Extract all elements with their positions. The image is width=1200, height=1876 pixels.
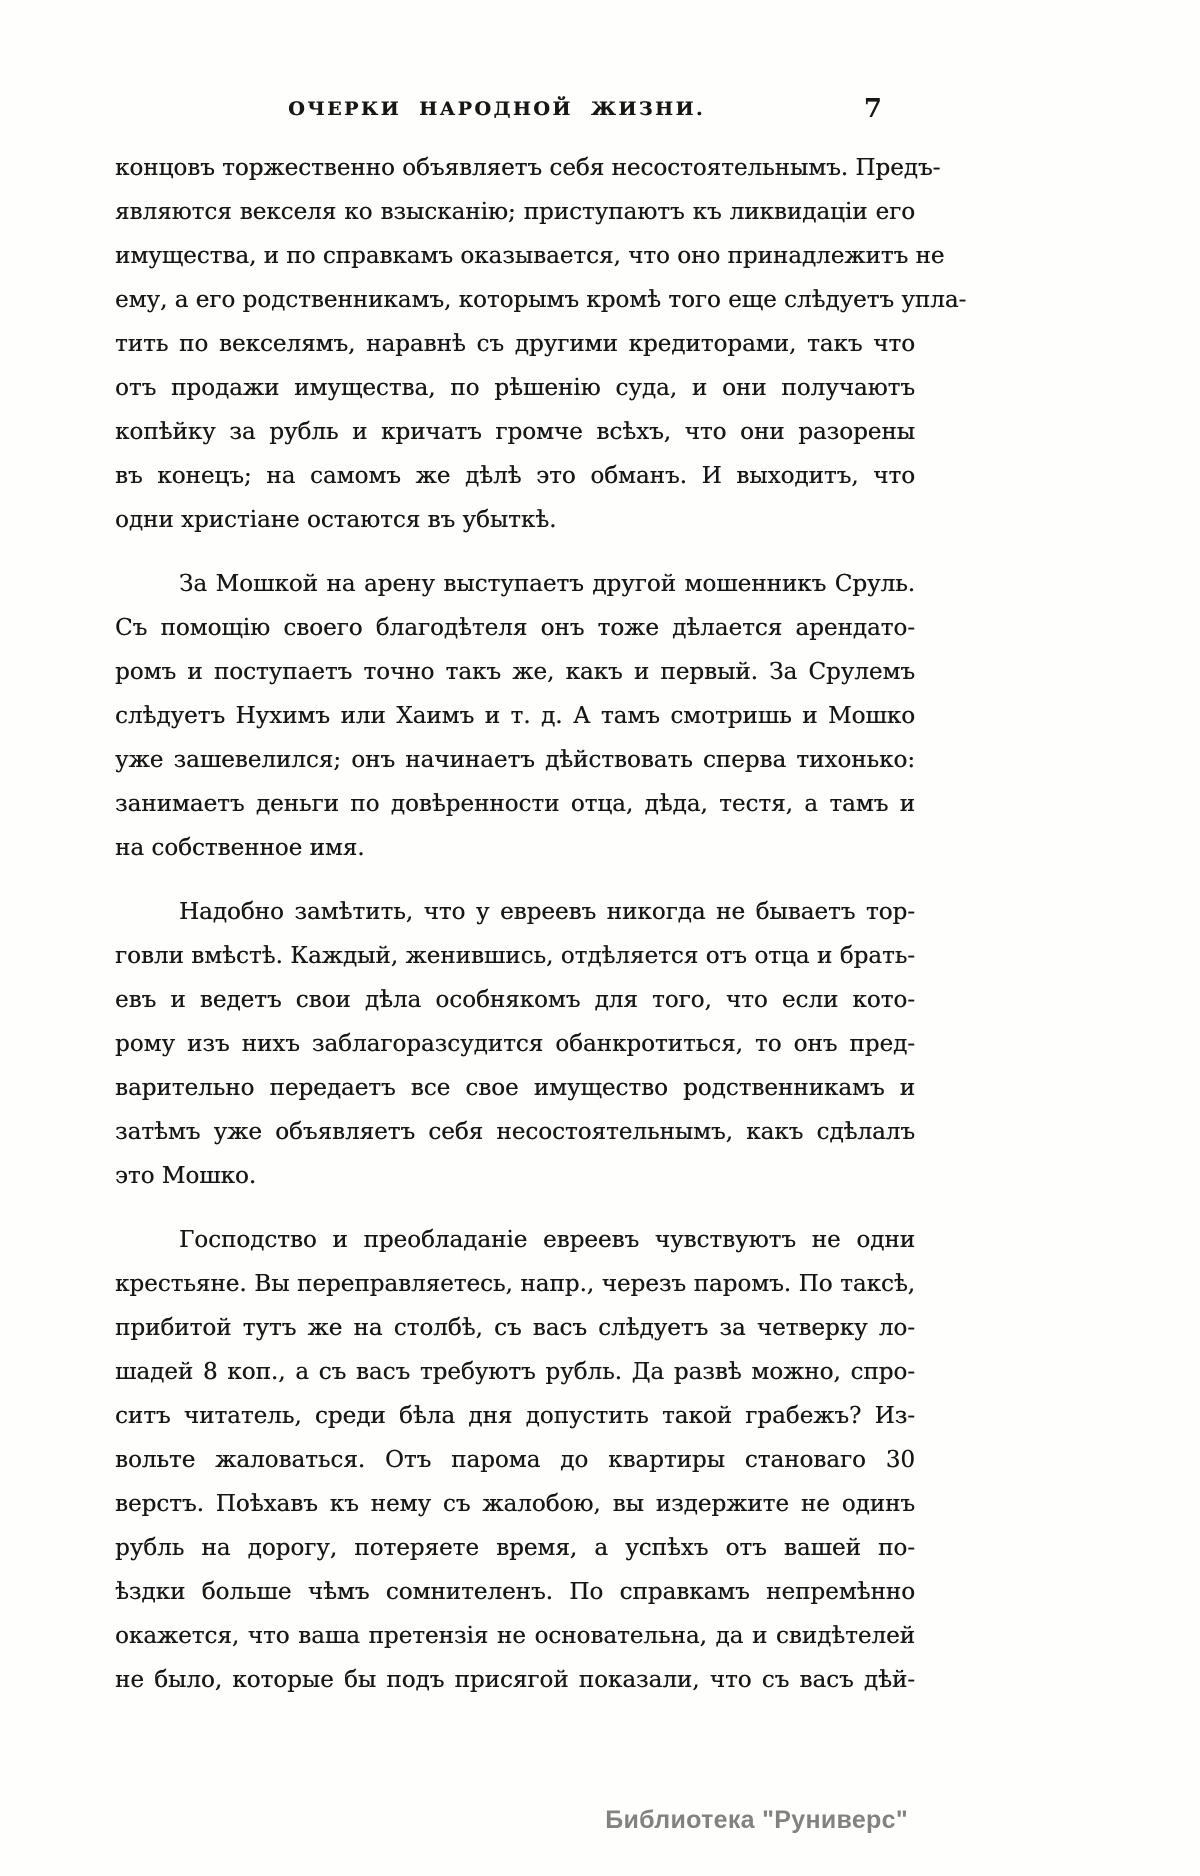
text-line: уже зашевелился; онъ начинаетъ дѣйствовать сперва тихонько: bbox=[115, 747, 915, 773]
page-header bbox=[115, 96, 910, 130]
text-line: концовъ торжественно объявляетъ себя несостоятельнымъ. Предъ- bbox=[115, 155, 941, 181]
text-line: слѣдуетъ Нухимъ или Хаимъ и т. д. А тамъ смотришь и Мошко bbox=[115, 703, 915, 729]
text-line: Надобно замѣтить, что у евреевъ никогда не бываетъ тор- bbox=[179, 899, 915, 925]
text-line: имущества, и по справкамъ оказывается, что оно принадлежитъ не bbox=[115, 243, 945, 269]
text-line: крестьяне. Вы переправляетесь, напр., черезъ паромъ. По таксѣ, bbox=[115, 1271, 915, 1297]
text-line: одни христіане остаются въ убыткѣ. bbox=[115, 507, 557, 533]
paragraph bbox=[115, 146, 967, 542]
text-line: ѣздки больше чѣмъ сомнителенъ. По справкамъ непремѣнно bbox=[115, 1579, 915, 1605]
text-line: За Мошкой на арену выступаетъ другой мошенникъ Сруль. bbox=[179, 571, 915, 597]
paragraph bbox=[115, 562, 915, 870]
running-title: ОЧЕРКИ НАРОДНОЙ ЖИЗНИ. bbox=[288, 98, 706, 120]
text-line: не было, которые бы подъ присягой показали, что съ васъ дѣй- bbox=[115, 1667, 915, 1693]
text-line: ситъ читатель, среди бѣла дня допустить такой грабежъ? Из- bbox=[115, 1403, 915, 1429]
text-line: рубль на дорогу, потеряете время, а успѣхъ отъ вашей по- bbox=[115, 1535, 915, 1561]
text-line: тить по векселямъ, наравнѣ съ другими кредиторами, такъ что bbox=[115, 331, 915, 357]
text-line: являются векселя ко взысканію; приступаютъ къ ликвидаціи его bbox=[115, 199, 915, 225]
text-line: въ конецъ; на самомъ же дѣлѣ это обманъ. И выходитъ, что bbox=[115, 463, 915, 489]
text-line: занимаетъ деньги по довѣренности отца, дѣда, тестя, а тамъ и bbox=[115, 791, 915, 817]
text-line: рому изъ нихъ заблагоразсудится обанкротиться, то онъ пред- bbox=[115, 1031, 915, 1057]
text-line: копѣйку за рубль и кричатъ громче всѣхъ, что они разорены bbox=[115, 419, 915, 445]
paragraph bbox=[115, 890, 915, 1198]
text-line: на собственное имя. bbox=[115, 835, 365, 861]
text-line: окажется, что ваша претензія не основательна, да и свидѣтелей bbox=[115, 1623, 915, 1649]
text-line: вольте жаловаться. Отъ парома до квартиры становаго 30 bbox=[115, 1447, 915, 1473]
text-line: Господство и преобладаніе евреевъ чувствуютъ не одни bbox=[179, 1227, 915, 1253]
text-line: ромъ и поступаетъ точно такъ же, какъ и первый. За Срулемъ bbox=[115, 659, 915, 685]
text-line: затѣмъ уже объявляетъ себя несостоятельнымъ, какъ сдѣлалъ bbox=[115, 1119, 915, 1145]
paragraph bbox=[115, 1218, 915, 1702]
text-line: говли вмѣстѣ. Каждый, женившись, отдѣляется отъ отца и брать- bbox=[115, 943, 915, 969]
text-line: варительно передаетъ все свое имущество родственникамъ и bbox=[115, 1075, 915, 1101]
text-line: ему, а его родственникамъ, которымъ кромѣ того еще слѣдуетъ упла- bbox=[115, 287, 967, 313]
page-text bbox=[115, 146, 967, 1722]
text-line: евъ и ведетъ свои дѣла особнякомъ для того, что если кото- bbox=[115, 987, 915, 1013]
text-line: верстъ. Поѣхавъ къ нему съ жалобою, вы издержите не одинъ bbox=[115, 1491, 915, 1517]
text-line: Съ помощію своего благодѣтеля онъ тоже дѣлается арендато- bbox=[115, 615, 915, 641]
text-line: прибитой тутъ же на столбѣ, съ васъ слѣдуетъ за четверку ло- bbox=[115, 1315, 915, 1341]
text-line: отъ продажи имущества, по рѣшенію суда, и они получаютъ bbox=[115, 375, 915, 401]
text-line: шадей 8 коп., а съ васъ требуютъ рубль. Да развѣ можно, спро- bbox=[115, 1359, 915, 1385]
page-number: 7 bbox=[863, 94, 882, 124]
text-line: это Мошко. bbox=[115, 1163, 257, 1189]
library-watermark: Библиотека "Руниверс" bbox=[605, 1806, 908, 1834]
